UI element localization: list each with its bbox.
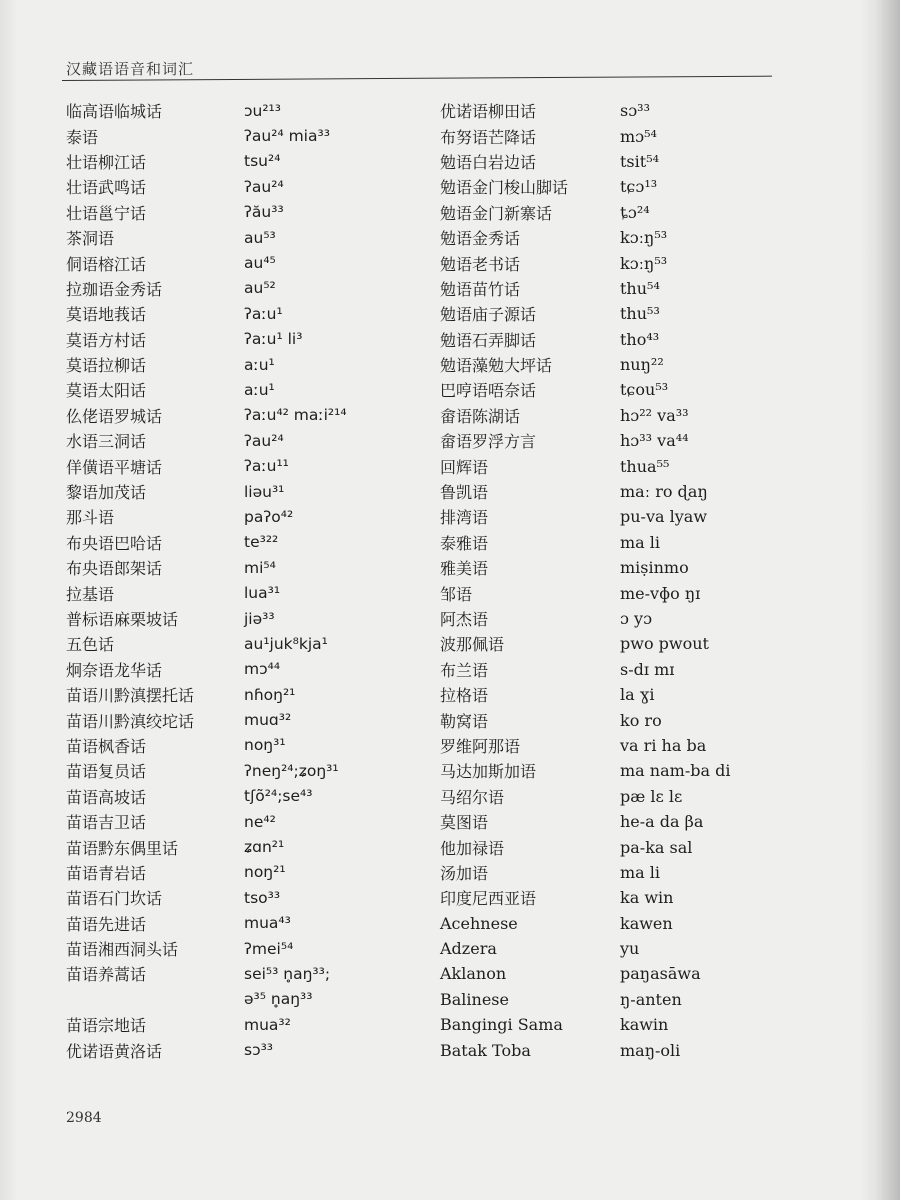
word-form: ŋ-anten [620, 989, 682, 1009]
entry-row [66, 123, 406, 148]
language-name: 苗语黔东偶里话 [66, 838, 179, 858]
language-name: 勒窝语 [440, 711, 489, 731]
language-name: 布兰语 [440, 660, 489, 680]
language-name: 那斗语 [66, 508, 115, 528]
language-name: Bangingi Sama [440, 1015, 563, 1035]
entry-row [440, 987, 770, 1012]
language-name: 勉语白岩边话 [440, 152, 537, 172]
word-form: ʔau²⁴ [244, 177, 284, 196]
entry-row [440, 758, 770, 783]
entry-row [66, 276, 406, 301]
entry-row [66, 885, 406, 910]
word-form: ʔau²⁴ [244, 431, 284, 450]
entry-row [66, 428, 406, 453]
language-name: 苗语养蒿话 [66, 965, 147, 985]
language-name: 壮语柳江话 [66, 152, 147, 172]
language-name: Adzera [440, 939, 497, 959]
language-name: 苗语湘西洞头话 [66, 940, 179, 960]
language-name: 茶洞语 [66, 229, 115, 249]
entry-row [66, 174, 406, 199]
word-form: tɕɔ¹³ [620, 177, 658, 197]
word-form: miṣinmo [620, 558, 689, 578]
word-form: te³²² [244, 533, 279, 552]
entry-row [440, 936, 770, 961]
word-form: nɦoŋ²¹ [244, 685, 296, 704]
language-name: Batak Toba [440, 1040, 531, 1060]
entry-row [66, 453, 406, 478]
language-name: 邹语 [440, 584, 473, 604]
word-form: kɔːŋ⁵³ [620, 228, 668, 248]
language-name: 勉语老书话 [440, 254, 521, 274]
language-name: 罗维阿那语 [440, 736, 521, 756]
entry-row [66, 555, 406, 580]
word-form: mua³² [244, 1015, 291, 1034]
language-name: 普标语麻栗坡话 [66, 610, 179, 629]
entry-row [440, 98, 770, 123]
language-name: 拉珈语金秀话 [66, 279, 163, 299]
language-name: 泰语 [66, 127, 99, 147]
language-name: 苗语川黔滇摆托话 [66, 686, 195, 706]
language-name: 汤加语 [440, 863, 489, 883]
entry-row [440, 479, 770, 504]
language-name: 畲语陈湖话 [440, 406, 521, 426]
entry-row [66, 149, 406, 174]
word-form: ma nam-ba di [620, 761, 731, 781]
word-form: ʔaːu⁴² maːi²¹⁴ [244, 406, 347, 425]
word-form: ʔău³³ [244, 203, 284, 222]
word-form: ɔu²¹³ [244, 101, 281, 120]
page-edge-shadow-left [0, 0, 18, 1200]
word-form: ə³⁵ n̥aŋ³³ [244, 990, 313, 1009]
language-name: 勉语庙子源话 [440, 305, 537, 325]
language-name: 莫图语 [440, 813, 489, 833]
entry-row [440, 250, 770, 275]
word-form: au⁵² [244, 279, 276, 298]
language-name: 苗语枫香话 [66, 736, 147, 756]
entry-row [440, 707, 770, 732]
word-form: pu-va lyaw [620, 507, 708, 527]
language-name: 波那佩语 [440, 635, 505, 655]
language-name: 布央语巴哈话 [66, 533, 163, 553]
word-form: tho⁴³ [620, 329, 660, 349]
word-form: ko ro [620, 710, 662, 730]
language-name: 壮语武鸣话 [66, 178, 147, 198]
language-name: 阿杰语 [440, 610, 489, 629]
word-form: jiə³³ [244, 609, 275, 628]
language-name: 勉语石弄脚话 [440, 330, 537, 350]
word-form: hɔ²² va³³ [620, 405, 689, 425]
entry-row [440, 174, 770, 199]
word-form: me-vɸo ŋɪ [620, 583, 701, 603]
entry-row [440, 682, 770, 707]
language-name: 勉语金门梭山脚话 [440, 178, 569, 198]
language-name: Balinese [440, 989, 509, 1009]
word-form: ne⁴² [244, 812, 276, 831]
entry-row [66, 1037, 406, 1062]
entry-row [440, 377, 770, 402]
word-form: yu [620, 939, 640, 959]
language-name: Acehnese [440, 913, 518, 933]
entry-row [66, 733, 406, 758]
left-column [66, 98, 406, 1063]
language-name: 苗语宗地话 [66, 1016, 147, 1036]
language-name: 雅美语 [440, 559, 489, 579]
entry-row [66, 377, 406, 402]
entry-row [66, 707, 406, 732]
language-name: 畲语罗浮方言 [440, 432, 537, 452]
word-form: nuŋ²² [620, 355, 664, 375]
word-form: pwo pwout [620, 634, 709, 654]
entry-row [440, 403, 770, 428]
word-form: hɔ³³ va⁴⁴ [620, 431, 689, 451]
word-form: ʑɑn²¹ [244, 838, 285, 857]
word-form: paŋasāwa [620, 964, 701, 984]
language-name: 苗语石门坎话 [66, 889, 163, 909]
entry-row [440, 860, 770, 885]
language-name: 马达加斯加语 [440, 762, 537, 782]
language-name: 佯僙语平塘话 [66, 457, 163, 477]
entry-row [440, 657, 770, 682]
entry-row [440, 961, 770, 986]
word-form: tɕou⁵³ [620, 380, 669, 400]
word-form: ʔaːu¹ li³ [244, 330, 303, 349]
word-form: va ri ha ba [620, 735, 707, 755]
entry-row [66, 758, 406, 783]
entry-row [440, 911, 770, 936]
word-form: sɔ³³ [244, 1041, 274, 1060]
page-edge-shadow-right [860, 0, 900, 1200]
entry-row [440, 200, 770, 225]
entry-row [440, 631, 770, 656]
entry-row [440, 1012, 770, 1037]
word-form: thu⁵⁴ [620, 278, 660, 298]
language-name: 炯奈语龙华话 [66, 660, 163, 680]
language-name: 侗语榕江话 [66, 254, 147, 274]
language-name: 莫语方村话 [66, 330, 147, 350]
word-form: noŋ²¹ [244, 863, 286, 882]
entry-row [440, 504, 770, 529]
language-name: 五色话 [66, 635, 115, 655]
language-name: 苗语高坡话 [66, 787, 147, 807]
language-name: 苗语先进话 [66, 914, 147, 934]
language-name: 勉语苗竹话 [440, 279, 521, 299]
entry-row [66, 98, 406, 123]
running-header: 汉藏语语音和词汇 [66, 60, 195, 78]
language-name: 回辉语 [440, 457, 489, 477]
entry-row [440, 834, 770, 859]
entry-row [66, 530, 406, 555]
word-form: he-a da βa [620, 812, 704, 832]
word-form: ka win [620, 888, 674, 908]
word-form: sɔ³³ [620, 101, 650, 121]
word-form: ʔaːu¹¹ [244, 457, 289, 476]
language-name: 莫语太阳话 [66, 381, 147, 401]
entry-row [440, 149, 770, 174]
word-form: lua³¹ [244, 584, 281, 603]
language-name: 优诺语柳田话 [440, 102, 537, 122]
word-form: ɔ yɔ [620, 609, 653, 628]
entry-row [440, 276, 770, 301]
language-name: 布努语芒降话 [440, 127, 537, 147]
entry-row [66, 606, 406, 631]
entry-row [66, 911, 406, 936]
word-form: kɔːŋ⁵³ [620, 253, 668, 273]
entry-row [66, 403, 406, 428]
language-name: 优诺语黄洛话 [66, 1041, 163, 1061]
language-name: 壮语邕宁话 [66, 203, 147, 223]
word-form: ʔau²⁴ mia³³ [244, 127, 330, 146]
word-form: kawen [620, 913, 673, 933]
word-form: mi⁵⁴ [244, 558, 276, 577]
entry-row [440, 428, 770, 453]
entry-row [66, 580, 406, 605]
word-form: mɔ⁴⁴ [244, 660, 281, 679]
entry-row [440, 327, 770, 352]
word-form: pa-ka sal [620, 837, 693, 857]
language-name: 黎语加茂话 [66, 483, 147, 503]
language-name: 苗语复员话 [66, 762, 147, 782]
entry-row [440, 453, 770, 478]
language-name: 泰雅语 [440, 533, 489, 553]
entry-row [440, 225, 770, 250]
language-name: 鲁凯语 [440, 483, 489, 503]
entry-row [440, 733, 770, 758]
language-name: 水语三洞话 [66, 432, 147, 452]
language-name: 莫语地莪话 [66, 305, 147, 325]
word-form: ʔaːu¹ [244, 304, 283, 323]
entry-row [66, 682, 406, 707]
entry-row [440, 1037, 770, 1062]
language-name: 勉语金门新寨话 [440, 203, 553, 223]
word-form: s-dɪ mɪ [620, 659, 675, 679]
language-name: 苗语吉卫话 [66, 813, 147, 833]
word-form: ma li [620, 532, 661, 552]
language-name: 莫语拉柳话 [66, 356, 147, 376]
entry-row [66, 200, 406, 225]
language-name: 巴哼语唔奈话 [440, 381, 537, 401]
language-name: 苗语青岩话 [66, 863, 147, 883]
word-form: maŋ-oli [620, 1040, 681, 1060]
entry-row [66, 784, 406, 809]
word-form: tso³³ [244, 888, 281, 907]
entry-row [440, 555, 770, 580]
word-form: ʔneŋ²⁴;ʑoŋ³¹ [244, 761, 339, 780]
word-form: ȶɔ²⁴ [620, 202, 650, 222]
word-form: kawin [620, 1015, 669, 1035]
language-name: 布央语郎架话 [66, 559, 163, 579]
language-name: Aklanon [440, 964, 507, 984]
language-name: 拉格语 [440, 686, 489, 706]
word-form: au¹juk⁸kja¹ [244, 634, 328, 653]
word-form: thu⁵³ [620, 304, 660, 324]
word-form: tsit⁵⁴ [620, 151, 660, 171]
entry-row [440, 301, 770, 326]
page-number: 2984 [66, 1110, 102, 1126]
entry-row [66, 834, 406, 859]
right-column [440, 98, 770, 1063]
language-name: 临高语临城话 [66, 102, 163, 122]
word-form: tsu²⁴ [244, 152, 281, 171]
entry-row [440, 123, 770, 148]
language-name: 排湾语 [440, 508, 489, 528]
entry-row [440, 885, 770, 910]
entry-row [66, 479, 406, 504]
language-name: 马绍尔语 [440, 787, 505, 807]
word-form: la ɣi [620, 685, 655, 705]
word-form: thua⁵⁵ [620, 456, 670, 476]
word-form: ʔmei⁵⁴ [244, 939, 294, 958]
word-form: tʃõ²⁴;se⁴³ [244, 787, 313, 806]
entry-row [66, 987, 406, 1012]
word-form: noŋ³¹ [244, 736, 286, 755]
entry-row [66, 301, 406, 326]
entry-row [66, 809, 406, 834]
entry-row [440, 352, 770, 377]
entry-row [66, 504, 406, 529]
word-form: muɑ³² [244, 711, 292, 730]
entry-row [440, 606, 770, 631]
language-name: 仫佬语罗城话 [66, 406, 163, 426]
word-form: au⁵³ [244, 228, 276, 247]
word-form: mua⁴³ [244, 914, 291, 933]
language-name: 勉语藻勉大坪话 [440, 356, 553, 376]
language-name: 他加禄语 [440, 838, 505, 858]
entry-row [66, 250, 406, 275]
word-form: paʔo⁴² [244, 507, 294, 526]
language-name: 苗语川黔滇绞坨话 [66, 711, 195, 731]
word-form: maː ro ɖaŋ [620, 482, 708, 502]
entry-row [66, 352, 406, 377]
word-form: pæ lɛ lɛ [620, 786, 683, 806]
entry-row [440, 530, 770, 555]
word-form: aːu¹ [244, 380, 275, 399]
entry-row [66, 961, 406, 986]
entry-row [440, 809, 770, 834]
entry-row [66, 327, 406, 352]
language-name: 印度尼西亚语 [440, 889, 537, 909]
word-form: aːu¹ [244, 355, 275, 374]
entry-row [66, 860, 406, 885]
entry-row [66, 936, 406, 961]
entry-row [440, 580, 770, 605]
word-form: sei⁵³ n̥aŋ³³; [244, 964, 331, 983]
language-name: 拉基语 [66, 584, 115, 604]
entry-row [440, 784, 770, 809]
entry-row [66, 1012, 406, 1037]
entry-row [66, 657, 406, 682]
language-name: 勉语金秀话 [440, 229, 521, 249]
entry-row [66, 225, 406, 250]
word-form: mɔ⁵⁴ [620, 126, 657, 146]
word-form: au⁴⁵ [244, 254, 276, 273]
word-form: ma li [620, 862, 661, 882]
word-form: liəu³¹ [244, 482, 285, 501]
entry-row [66, 631, 406, 656]
